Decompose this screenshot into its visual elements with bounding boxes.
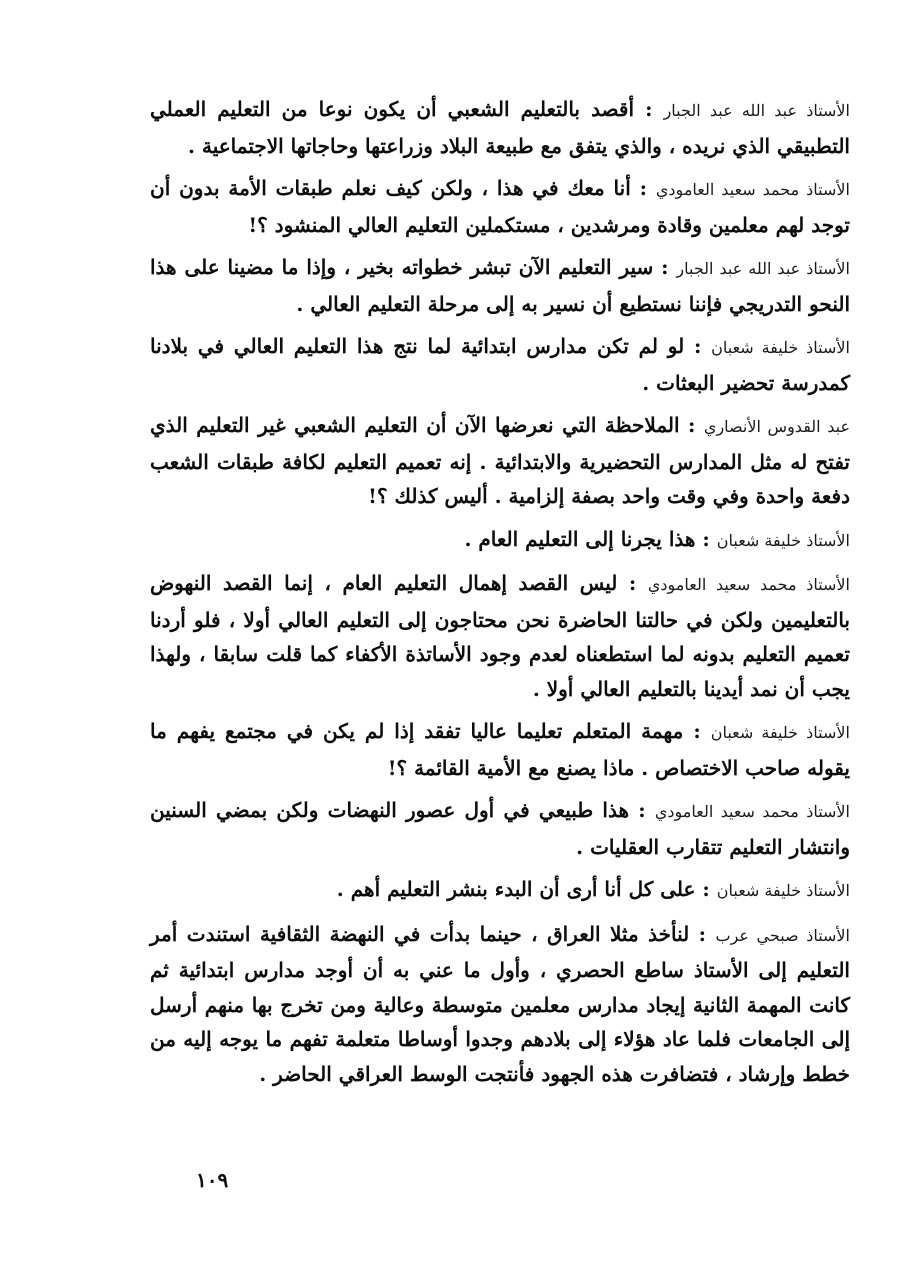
paragraph-7: الأستاذ محمد سعيد العامودي : ليس القصد إهمال التعليم العام ، إنما القصد النهوض بالتعليمين ولكن في حالتنا الحاضرة نحن محتاجون إلى التعليم العالي أولا ، فلو أردنا تعميم التعليم بدونه لما استطعناه لعدم وجود الأساتذة الأكفاء كما قلت سابقا ، ولهذا يجب أن نمد أيدينا بالتعليم العالي أولا . (150, 571, 851, 701)
paragraph-text: لنأخذ مثلا العراق ، حينما بدأت في النهضة الثقافية استندت أمر التعليم إلى الأستاذ ساطع الحصري ، وأول ما عني به أن أوجد مدارس ابتدائية ثم كانت المهمة الثانية إيجاد مدارس معلمين متوسطة وعالية ومن تخرج بها منهم أرسل إلى الجامعات فلما عاد هؤلاء إلى بلادهم وجدوا أوساطا متعلمة تفهم ما يوجه إليه من خطط وإرشاد ، فتضافرت هذه الجهود فأنتجت الوسط العراقي الحاضر . (150, 921, 850, 1086)
speaker-name: الأستاذ عبد الله عبد الجبار (663, 101, 851, 120)
paragraph-6: الأستاذ خليفة شعبان : هذا يجرنا إلى التعليم العام . (464, 526, 850, 551)
paragraph-10: الأستاذ خليفة شعبان : على كل أنا أرى أن البدء بنشر التعليم أهم . (336, 877, 850, 901)
paragraph-2: الأستاذ محمد سعيد العامودي : أنا معك في هذا ، ولكن كيف نعلم طبقات الأمة بدون أن توجد لهم معلمين وقادة ومرشدين ، مستكملين التعليم العالي المنشود ؟! (150, 176, 850, 237)
speaker-name: عبد القدوس الأنصاري (703, 417, 850, 436)
paragraph-text: هذا يجرنا إلى التعليم العام . (464, 526, 696, 551)
speaker-name: الأستاذ خليفة شعبان (716, 530, 850, 550)
speaker-name: الأستاذ محمد سعيد العامودي (655, 180, 850, 199)
paragraph-text: هذا طبيعي في أول عصور النهضات ولكن بمضي السنين وانتشار التعليم تتقارب العقليات . (150, 798, 850, 859)
speaker-name: الأستاذ خليفة شعبان (716, 881, 850, 900)
speaker-name: الأستاذ محمد سعيد العامودي (647, 575, 851, 594)
paragraph-text: أنا معك في هذا ، ولكن كيف نعلم طبقات الأمة بدون أن توجد لهم معلمين وقادة ومرشدين ، مستكملين التعليم العالي المنشود ؟! (150, 176, 850, 237)
paragraph-3: الأستاذ عبد الله عبد الجبار : سير التعليم الآن تبشر خطواته بخير ، وإذا ما مضينا على هذا النحو التدريجي فإننا نستطيع أن نسير به إلى مرحلة التعليم العالي . (150, 255, 850, 316)
speaker-name: الأستاذ عبد الله عبد الجبار (676, 259, 850, 278)
paragraph-8: الأستاذ خليفة شعبان : مهمة المتعلم تعليما عاليا تفقد إذا لم يكن في مجتمع يفهم ما يقوله صاحب الاختصاص . ماذا يصنع مع الأمية القائمة ؟! (150, 719, 850, 780)
paragraph-text: على كل أنا أرى أن البدء بنشر التعليم أهم . (336, 877, 696, 901)
paragraph-text: سير التعليم الآن تبشر خطواته بخير ، وإذا ما مضينا على هذا النحو التدريجي فإننا نستطيع أن نسير به إلى مرحلة التعليم العالي . (150, 255, 850, 316)
page-number: ١٠٩ (196, 1168, 229, 1192)
paragraph-4: الأستاذ خليفة شعبان : لو لم تكن مدارس ابتدائية لما نتج هذا التعليم العالي في بلادنا كمدرسة تحضير البعثات . (150, 334, 850, 395)
speaker-name: الأستاذ خليفة شعبان (711, 338, 850, 357)
dialogue-text (150, 92, 850, 1099)
speaker-name: الأستاذ خليفة شعبان (710, 723, 850, 742)
paragraph-text: ليس القصد إهمال التعليم العام ، إنما القصد النهوض بالتعليمين ولكن في حالتنا الحاضرة نحن محتاجون إلى التعليم العالي أولا ، فلو أردنا تعميم التعليم بدونه لما استطعناه لعدم وجود الأساتذة الأكفاء كما قلت سابقا ، ولهذا يجب أن نمد أيدينا بالتعليم العالي أولا . (150, 571, 850, 701)
paragraph-text: لو لم تكن مدارس ابتدائية لما نتج هذا التعليم العالي في بلادنا كمدرسة تحضير البعثات . (150, 334, 850, 395)
paragraph-text: الملاحظة التي نعرضها الآن أن التعليم الشعبي غير التعليم الذي تفتح له مثل المدارس التحضيرية والابتدائية . إنه تعميم التعليم لكافة طبقات الشعب دفعة واحدة وفي وقت واحد بصفة إلزامية . أليس كذلك ؟! (150, 413, 850, 508)
paragraph-9: الأستاذ محمد سعيد العامودي : هذا طبيعي في أول عصور النهضات ولكن بمضي السنين وانتشار التعليم تتقارب العقليات . (150, 798, 851, 859)
paragraph-text: أقصد بالتعليم الشعبي أن يكون نوعا من التعليم العملي التطبيقي الذي نريده ، والذي يتفق مع طبيعة البلاد وزراعتها وحاجاتها الاجتماعية . (150, 97, 850, 158)
paragraph-text: مهمة المتعلم تعليما عاليا تفقد إذا لم يكن في مجتمع يفهم ما يقوله صاحب الاختصاص . ماذا يصنع مع الأمية القائمة ؟! (150, 719, 850, 780)
paragraph-1: الأستاذ عبد الله عبد الجبار : أقصد بالتعليم الشعبي أن يكون نوعا من التعليم العملي التطبيقي الذي نريده ، والذي يتفق مع طبيعة البلاد وزراعتها وحاجاتها الاجتماعية . (150, 97, 851, 158)
speaker-name: الأستاذ محمد سعيد العامودي (654, 802, 851, 821)
paragraph-5: عبد القدوس الأنصاري : الملاحظة التي نعرضها الآن أن التعليم الشعبي غير التعليم الذي تفتح له مثل المدارس التحضيرية والابتدائية . إنه تعميم التعليم لكافة طبقات الشعب دفعة واحدة وفي وقت واحد بصفة إلزامية . أليس كذلك ؟! (150, 413, 850, 508)
speaker-name: الأستاذ صبحي عرب (715, 925, 851, 945)
paragraph-11: الأستاذ صبحي عرب : لنأخذ مثلا العراق ، حينما بدأت في النهضة الثقافية استندت أمر التعليم إلى الأستاذ ساطع الحصري ، وأول ما عني به أن أوجد مدارس ابتدائية ثم كانت المهمة الثانية إيجاد مدارس معلمين متوسطة وعالية ومن تخرج بها منهم أرسل إلى الجامعات فلما عاد هؤلاء إلى بلادهم وجدوا أوساطا متعلمة تفهم ما يوجه إليه من خطط وإرشاد ، فتضافرت هذه الجهود فأنتجت الوسط العراقي الحاضر . (150, 921, 851, 1086)
